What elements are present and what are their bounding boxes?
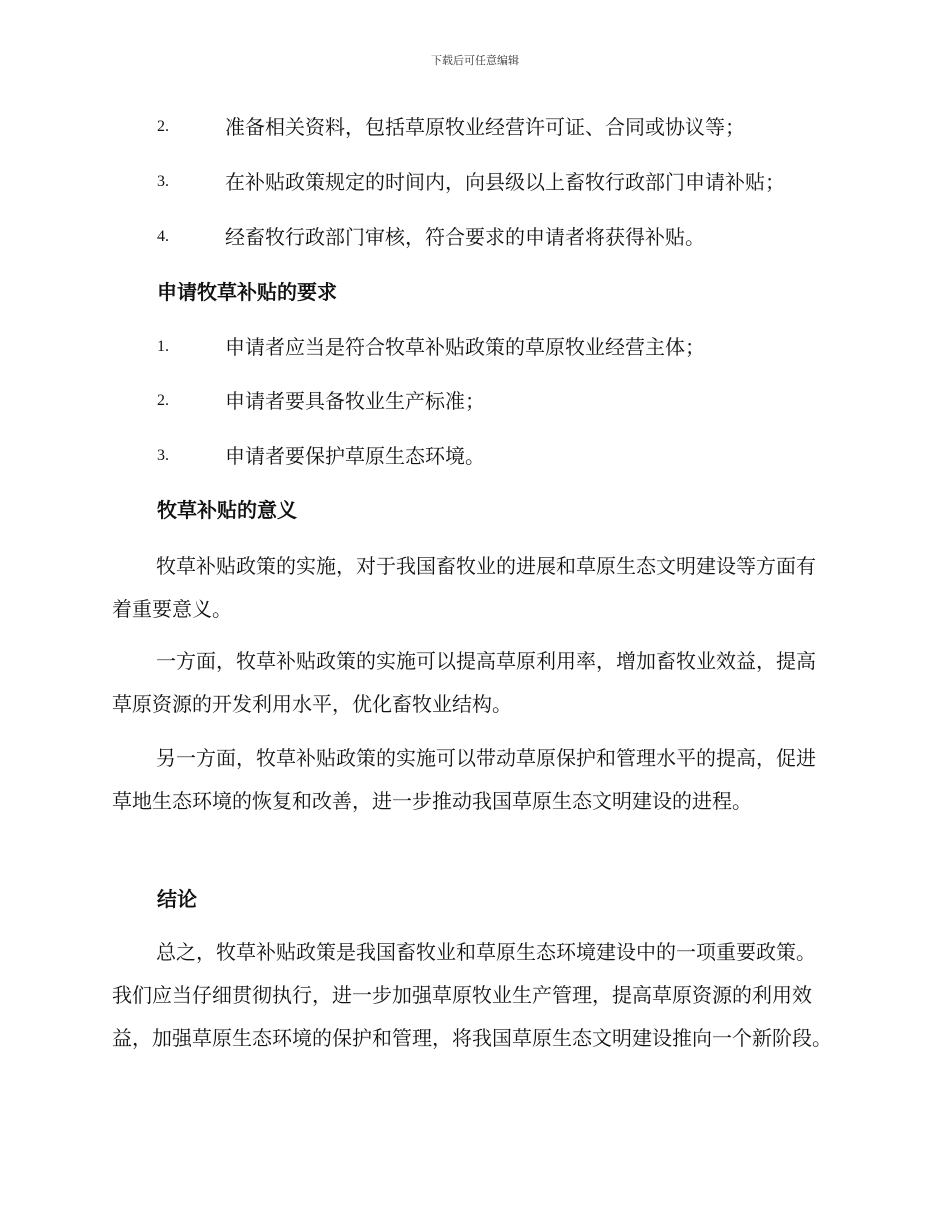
list-item-text: 申请者应当是符合牧草补贴政策的草原牧业经营主体；	[225, 335, 705, 359]
list-item-number: 2.	[157, 392, 169, 409]
section-heading-conclusion: 结论	[157, 887, 197, 911]
list-item-number: 2.	[157, 118, 169, 135]
list-item	[0, 331, 950, 363]
list-item-text: 在补贴政策规定的时间内，向县级以上畜牧行政部门申请补贴；	[225, 170, 785, 194]
list-item	[0, 221, 950, 253]
list-item	[0, 166, 950, 198]
list-item	[0, 111, 950, 143]
list-item-number: 3.	[157, 173, 169, 190]
list-item	[0, 385, 950, 417]
paragraph: 一方面，牧草补贴政策的实施可以提高草原利用率，增加畜牧业效益，提高草原资源的开发利用水平，优化畜牧业结构。	[112, 649, 816, 716]
list-item-text: 申请者要保护草原生态环境。	[225, 444, 485, 468]
list-item-text: 申请者要具备牧业生产标准；	[225, 389, 485, 413]
list-item-text: 准备相关资料，包括草原牧业经营许可证、合同或协议等；	[225, 115, 745, 139]
list-item-number: 4.	[157, 228, 169, 245]
list-item-number: 1.	[157, 338, 169, 355]
list-item-number: 3.	[157, 447, 169, 464]
paragraph: 总之，牧草补贴政策是我国畜牧业和草原生态环境建设中的一项重要政策。我们应当仔细贯彻执行，进一步加强草原牧业生产管理，提高草原资源的利用效益，加强草原生态环境的保护和管理，将我国草原生态文明建设推向一个新阶段。	[112, 940, 832, 1050]
list-item-text: 经畜牧行政部门审核，符合要求的申请者将获得补贴。	[225, 225, 705, 249]
list-item	[0, 440, 950, 472]
section-heading-requirements: 申请牧草补贴的要求	[157, 280, 337, 304]
page-header: 下载后可任意编辑	[431, 54, 519, 67]
paragraph: 另一方面，牧草补贴政策的实施可以带动草原保护和管理水平的提高，促进草地生态环境的恢复和改善，进一步推动我国草原生态文明建设的进程。	[112, 746, 816, 813]
paragraph: 牧草补贴政策的实施，对于我国畜牧业的进展和草原生态文明建设等方面有着重要意义。	[112, 554, 816, 621]
section-heading-significance: 牧草补贴的意义	[157, 498, 297, 522]
